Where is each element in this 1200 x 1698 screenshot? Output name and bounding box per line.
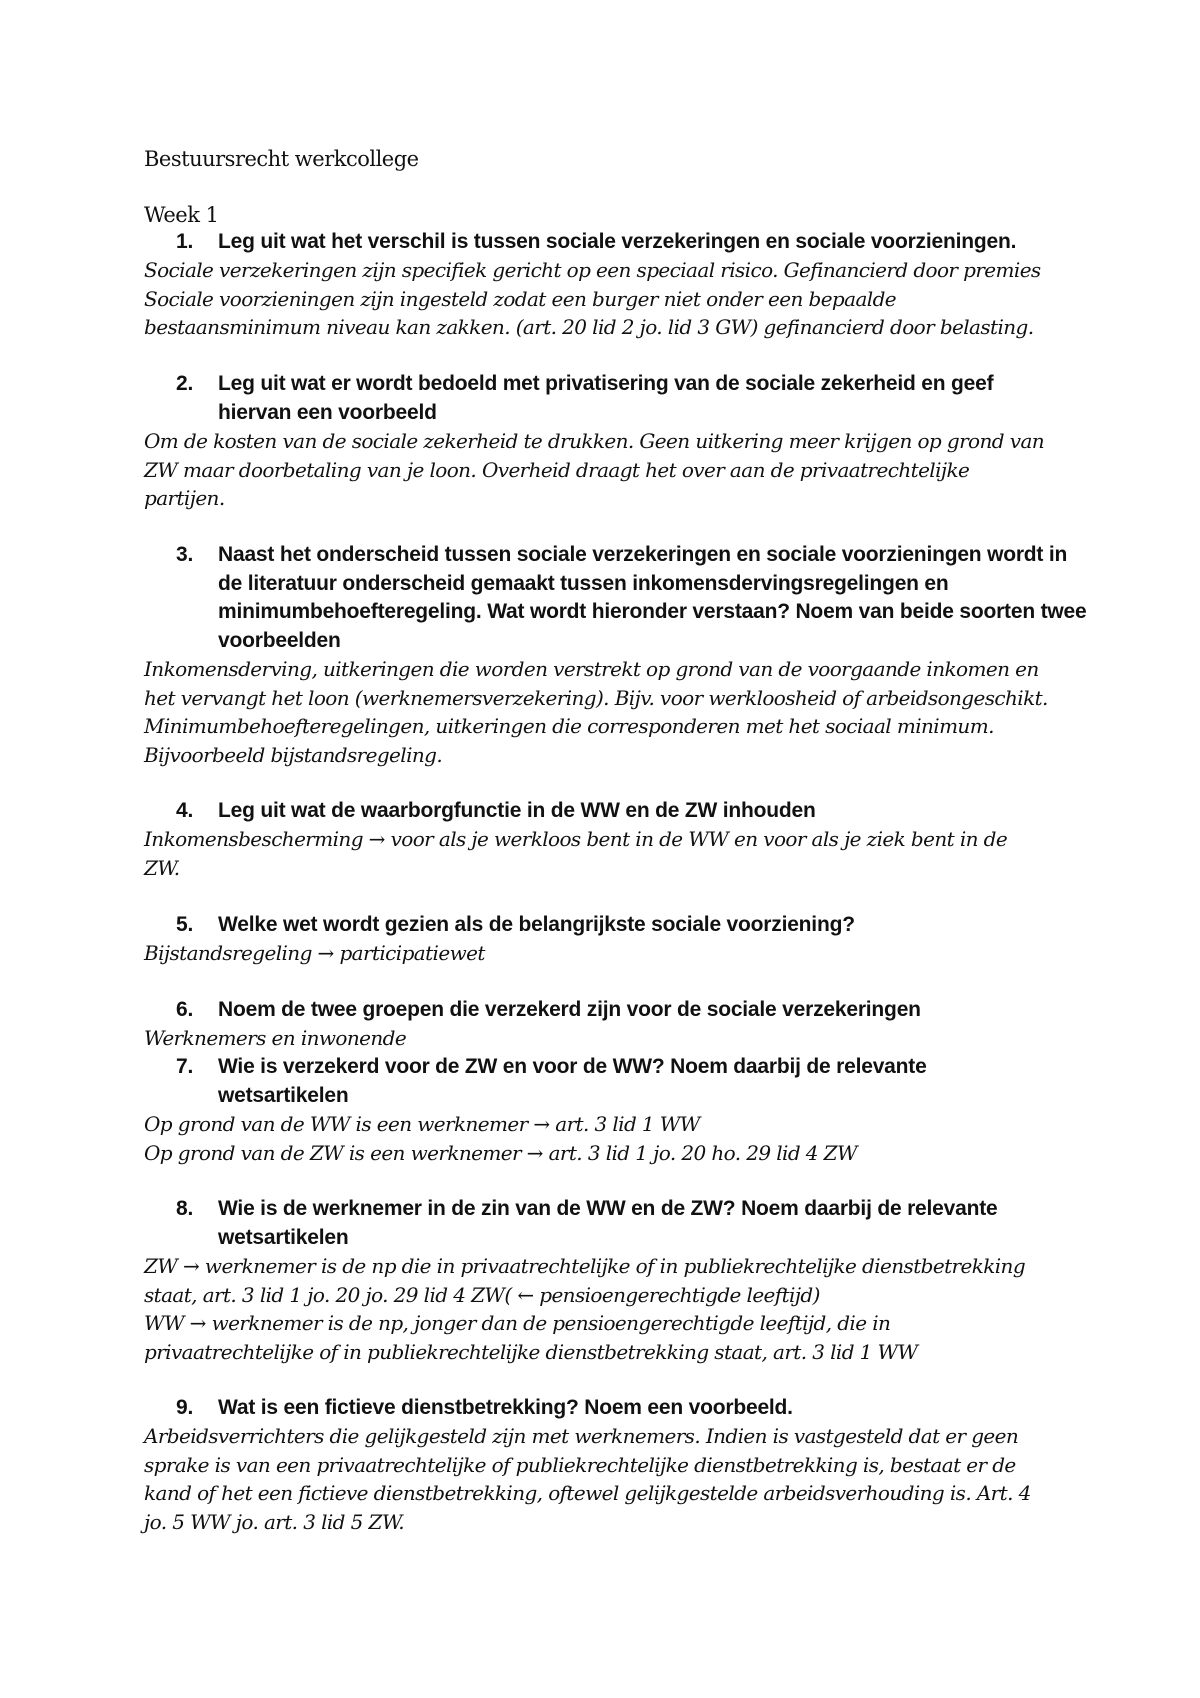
answer-5 [144,939,1084,968]
answer-line: staat, art. 3 lid 1 jo. 20 jo. 29 lid 4 ZW( ← pensioengerechtigde leeftijd) [144,1282,820,1307]
question-number: 7. [176,1055,194,1078]
question-text: Welke wet wordt gezien als de belangrijkste sociale voorziening? [218,913,855,936]
question-5 [176,911,1096,940]
answer-2 [144,427,1084,513]
question-6 [176,996,1096,1025]
answer-line: Bijstandsregeling → participatiewet [144,941,485,965]
question-number: 4. [176,799,194,822]
question-8 [176,1195,1096,1252]
answer-line: WW → werknemer is de np, jonger dan de pensioengerechtigde leeftijd, die in [144,1311,891,1335]
answer-8 [144,1252,1084,1366]
answer-line: Inkomensderving, uitkeringen die worden verstrekt op grond van de voorgaande inkomen en [144,657,1039,681]
answer-6 [144,1024,1084,1053]
question-number: 8. [176,1197,194,1220]
week-heading: Week 1 [144,203,219,227]
answer-line: jo. 5 WW jo. art. 3 lid 5 ZW. [144,1509,405,1534]
question-text: Noem de twee groepen die verzekerd zijn voor de sociale verzekeringen [218,998,921,1021]
question-9 [176,1394,1096,1423]
answer-9 [144,1422,1084,1536]
answer-line: Minimumbehoefteregelingen, uitkeringen die corresponderen met het sociaal minimum. [144,714,994,738]
question-2 [176,370,1096,427]
answer-line: partijen. [144,486,225,510]
answer-line: Op grond van de WW is een werknemer → art. 3 lid 1 WW [144,1112,700,1136]
document-title: Bestuursrecht werkcollege [144,147,419,171]
answer-line: Op grond van de ZW is een werknemer → art. 3 lid 1 jo. 20 ho. 29 lid 4 ZW [144,1140,857,1165]
question-text: Wie is de werknemer in de zin van de WW en de ZW? Noem daarbij de relevante wetsartikelen [218,1197,998,1249]
answer-line: sprake is van een privaatrechtelijke of publiekrechtelijke dienstbetrekking is, bestaat er de [144,1452,1016,1477]
question-number: 1. [176,230,194,253]
answer-line: Bijvoorbeeld bijstandsregeling. [144,742,443,767]
question-7 [176,1053,1096,1110]
question-1 [176,228,1096,257]
question-text: Naast het onderscheid tussen sociale verzekeringen en sociale voorzieningen wordt in de literatuur onderscheid gemaakt tussen inkomensdervingsregelingen en minimumbehoefteregeling. Wat wordt hieronder verstaan? Noem van beide soorten twee voorbeelden [218,543,1087,652]
question-number: 9. [176,1396,194,1419]
answer-line: ZW maar doorbetaling van je loon. Overheid draagt het over aan de privaatrechtelijke [144,457,970,482]
answer-line: bestaansminimum niveau kan zakken. (art. 20 lid 2 jo. lid 3 GW) gefinancierd door belasting. [144,315,1034,339]
answer-4 [144,825,1084,882]
answer-line: kand of het een fictieve dienstbetrekking, oftewel gelijkgestelde arbeidsverhouding is. Art. 4 [144,1481,1031,1505]
answer-line: het vervangt het loon (werknemersverzekering). Bijv. voor werkloosheid of arbeidsongeschikt. [144,685,1048,710]
question-number: 5. [176,913,194,936]
answer-1 [144,256,1084,342]
answer-3 [144,655,1084,769]
answer-line: Werknemers en inwonende [144,1026,407,1050]
question-text: Leg uit wat de waarborgfunctie in de WW en de ZW inhouden [218,799,816,822]
question-text: Leg uit wat er wordt bedoeld met privatisering van de sociale zekerheid en geef hiervan een voorbeeld [218,372,994,424]
question-number: 2. [176,372,194,395]
question-3 [176,541,1096,655]
question-4 [176,797,1096,826]
answer-line: Sociale verzekeringen zijn specifiek gericht op een speciaal risico. Gefinancierd door premies [144,258,1041,282]
question-text: Wie is verzekerd voor de ZW en voor de WW? Noem daarbij de relevante wetsartikelen [218,1055,927,1107]
answer-line: Om de kosten van de sociale zekerheid te drukken. Geen uitkering meer krijgen op grond van [144,429,1045,453]
answer-line: privaatrechtelijke of in publiekrechtelijke dienstbetrekking staat, art. 3 lid 1 WW [144,1339,918,1364]
question-number: 6. [176,998,194,1021]
answer-7 [144,1110,1084,1167]
question-text: Leg uit wat het verschil is tussen sociale verzekeringen en sociale voorzieningen. [218,230,1017,253]
answer-line: Sociale voorzieningen zijn ingesteld zodat een burger niet onder een bepaalde [144,286,897,311]
question-text: Wat is een fictieve dienstbetrekking? Noem een voorbeeld. [218,1396,793,1419]
answer-line: ZW → werknemer is de np die in privaatrechtelijke of in publiekrechtelijke dienstbetrekking [144,1254,1026,1278]
answer-line: Arbeidsverrichters die gelijkgesteld zijn met werknemers. Indien is vastgesteld dat er geen [144,1424,1019,1448]
answer-line: ZW. [144,855,180,880]
answer-line: Inkomensbescherming → voor als je werkloos bent in de WW en voor als je ziek bent in de [144,827,1008,851]
question-number: 3. [176,543,194,566]
